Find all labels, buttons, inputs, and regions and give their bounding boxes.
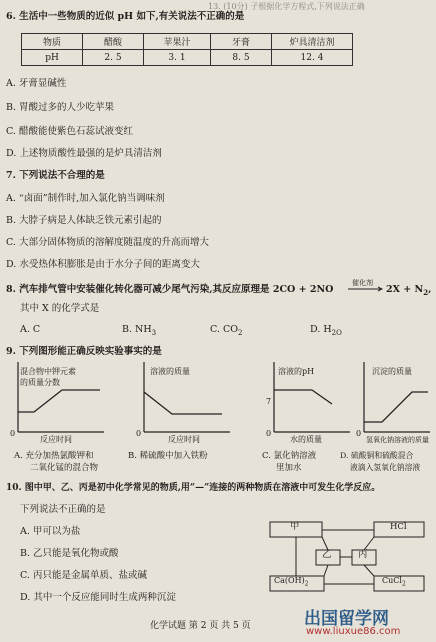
graph-d	[362, 362, 432, 434]
graph-a-xlabel: 反应时间	[40, 435, 72, 444]
q6-option-a: A. 牙膏显碱性	[6, 78, 67, 89]
graph-c-origin: 0	[266, 429, 272, 438]
graph-c-xlabel: 水的质量	[290, 435, 322, 444]
graph-a	[16, 362, 106, 434]
q7-option-d: D. 水受热体积膨胀是由于水分子间的距离变大	[6, 259, 200, 270]
top-faint-text: 13. (10分) 子根据化学方程式,下列说法正确	[208, 2, 365, 11]
box-hcl: HCl	[390, 522, 407, 532]
q8-option-a: A. C	[20, 324, 41, 335]
box-jia: 甲	[290, 521, 300, 532]
watermark-url: www.liuxue86.com	[306, 626, 401, 637]
q8-line1-text: 8. 汽车排气管中安装催化转化器可减少尾气污染,其反应原理是 2CO + 2NO	[6, 284, 334, 295]
graph-b-curve	[144, 392, 222, 414]
q8-product	[386, 284, 431, 299]
table-row	[22, 50, 353, 66]
q8-product-text: 2X + N	[386, 284, 424, 295]
table-cell: pH	[22, 50, 83, 66]
box-caoh2	[274, 575, 309, 591]
q8-option-b	[122, 324, 156, 339]
q8-option-c-subscript: 2	[238, 328, 243, 337]
q8-option-b-text: B. NH	[122, 324, 152, 335]
q8-option-b-subscript: 3	[151, 328, 157, 337]
q10-option-a: A. 甲可以为盐	[20, 526, 81, 537]
graph-b-ylabel: 溶液的质量	[150, 367, 190, 376]
graph-c	[272, 362, 352, 434]
q9-option-b: B. 稀硫酸中加入铁粉	[128, 451, 208, 461]
watermark-cn: 出国留学网	[304, 609, 389, 629]
q6-option-b: B. 胃酸过多的人少吃苹果	[6, 102, 115, 113]
q10-line1: 10. 图中甲、乙、丙是初中化学常见的物质,用“—”连接的两种物质在溶液中可发生化学反应。	[6, 483, 381, 493]
graph-b-xlabel: 反应时间	[168, 435, 200, 444]
box-caoh2-text: Ca(OH)	[274, 576, 305, 585]
q9-option-d: D. 硫酸铜和硫酸混合	[340, 451, 414, 460]
graph-b	[142, 362, 232, 434]
q10-option-b: B. 乙只能是氧化物或酸	[20, 548, 119, 559]
table-cell: 牙膏	[211, 34, 272, 50]
table-cell: 12. 4	[272, 50, 353, 66]
table-cell: 2. 5	[83, 50, 144, 66]
q6-option-c: C. 醋酸能使紫色石蕊试液变红	[6, 126, 133, 137]
box-caoh2-subscript: 2	[304, 580, 309, 588]
q10-option-d: D. 其中一个反应能同时生成两种沉淀	[20, 592, 176, 603]
box-yi: 乙	[322, 549, 332, 560]
table-cell: 8. 5	[211, 50, 272, 66]
q7-option-c: C. 大部分固体物质的溶解度随温度的升高而增大	[6, 237, 209, 248]
graph-b-origin: 0	[136, 429, 142, 438]
graph-d-origin: 0	[356, 429, 362, 438]
q6-option-d: D. 上述物质酸性最强的是炉具清洁剂	[6, 148, 162, 159]
box-cucl2	[382, 575, 406, 591]
q9-option-a-line2: 二氧化锰的混合物	[30, 463, 99, 473]
reaction-arrow-icon	[348, 287, 384, 291]
ph-table	[21, 33, 353, 66]
graph-d-ylabel: 沉淀的质量	[372, 367, 412, 376]
q7-stem: 7. 下列说法不合理的是	[6, 170, 105, 181]
table-cell: 苹果汁	[144, 34, 211, 50]
graph-a-curve	[18, 390, 100, 412]
q9-stem: 9. 下列图形能正确反映实验事实的是	[6, 346, 162, 357]
q8-option-d	[310, 324, 342, 339]
catalyst-label: 催化剂	[352, 279, 373, 287]
q8-option-c	[210, 324, 243, 339]
graph-c-ylabel: 溶液的pH	[278, 367, 315, 376]
site-watermark-logo	[302, 604, 432, 640]
q7-option-b: B. 大脖子病是人体缺乏铁元素引起的	[6, 215, 162, 226]
q8-product-tail: ,	[428, 284, 432, 295]
box-cucl2-subscript: 2	[401, 580, 406, 588]
q9-option-c-line2: 里加水	[276, 463, 302, 473]
q8-line2: 其中 X 的化学式是	[20, 303, 100, 314]
q9-option-c: C. 氯化钠溶液	[262, 451, 317, 461]
q8-option-d-subscript: 2O	[331, 328, 342, 337]
q8-line1	[6, 284, 333, 296]
table-cell: 醋酸	[83, 34, 144, 50]
table-cell: 物质	[22, 34, 83, 50]
graph-a-ylabel: 混合物中钾元素	[20, 367, 76, 376]
q8-n2-subscript: 2	[423, 287, 429, 297]
q6-stem: 6. 生活中一些物质的近似 pH 如下,有关说法不正确的是	[6, 11, 245, 22]
graph-d-curve	[364, 392, 428, 422]
q9-option-d-line2: 液滴入氢氧化钠溶液	[350, 463, 421, 472]
q10-option-c: C. 丙只能是金属单质、盐或碱	[20, 570, 147, 581]
page-footer: 化学试题 第 2 页 共 5 页	[150, 621, 251, 631]
graph-a-ylabel-2: 的质量分数	[20, 378, 60, 387]
graph-d-xlabel: 氢氧化钠溶液的质量	[366, 436, 429, 444]
table-row	[22, 34, 353, 50]
graph-a-origin: 0	[10, 429, 16, 438]
q8-option-c-text: C. CO	[210, 324, 239, 335]
table-cell: 3. 1	[144, 50, 211, 66]
q10-line2: 下列说法不正确的是	[20, 504, 106, 515]
table-cell: 炉具清洁剂	[272, 34, 353, 50]
q9-option-a: A. 充分加热氯酸钾和	[14, 451, 94, 461]
q7-option-a: A. “卤面”制作时,加入氯化钠当调味剂	[6, 193, 165, 204]
graph-c-tick: 7	[266, 397, 272, 406]
q8-option-d-text: D. H	[310, 324, 332, 335]
box-cucl2-text: CuCl	[382, 576, 402, 585]
box-bing: 丙	[358, 549, 368, 560]
graph-c-curve	[274, 390, 332, 404]
